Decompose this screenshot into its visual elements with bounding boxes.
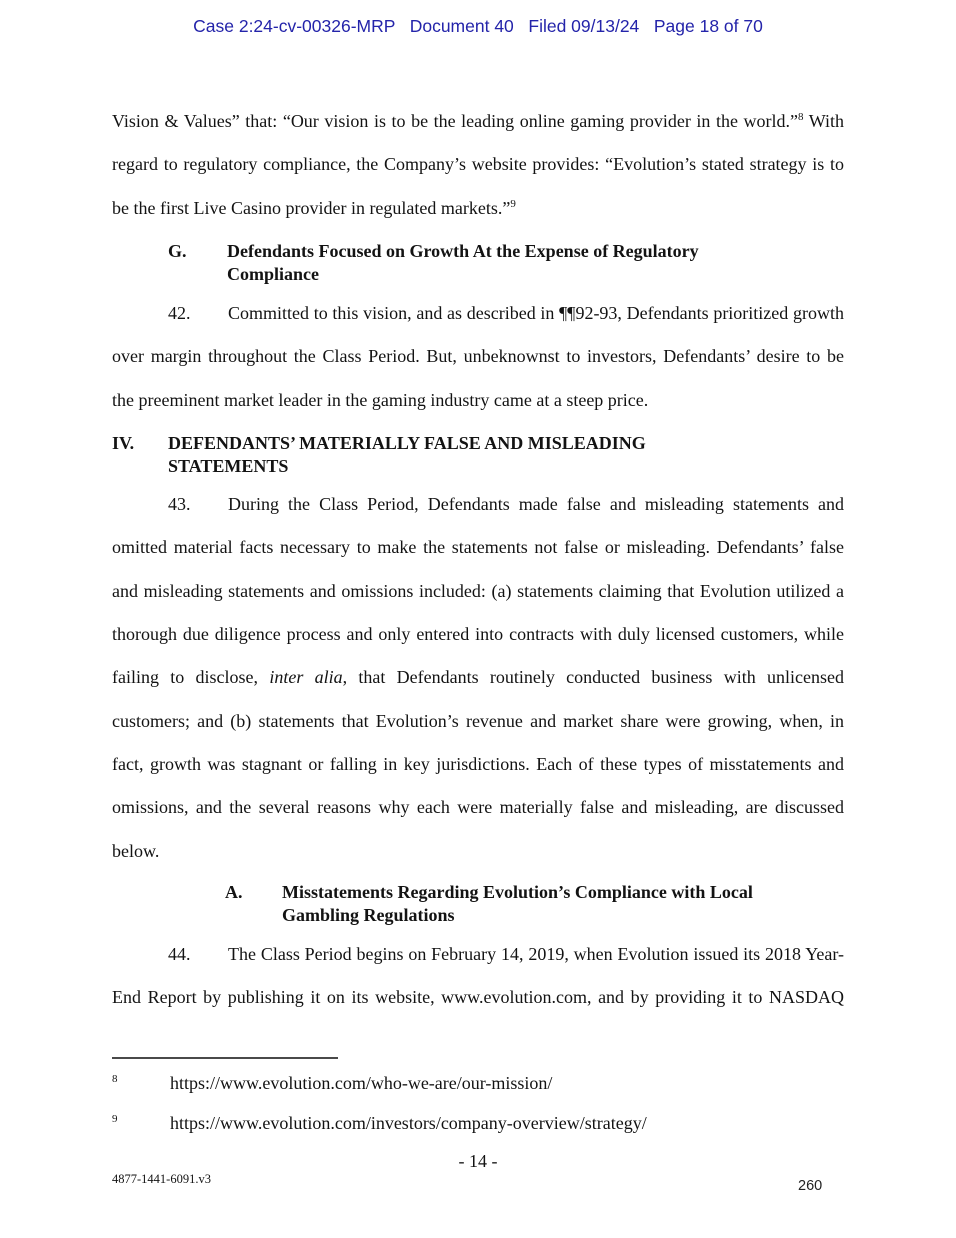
text-segment: End Report by publishing it on its website, www.evolution.com, and by providing it to NASDAQ: [112, 987, 844, 1008]
footnote-number-col: [112, 1111, 170, 1135]
heading-line: Gambling Regulations: [282, 904, 455, 925]
text-segment: Vision & Values” that: “Our vision is to be the leading online gaming provider in the world.”: [112, 111, 798, 131]
heading-number: IV.: [112, 433, 135, 453]
text-segment: fact, growth was stagnant or falling in key jurisdictions. Each of these types of misstatements and: [112, 753, 844, 774]
text-line: [112, 526, 844, 569]
footnote-9: [112, 1111, 844, 1135]
court-filing-header: Case 2:24-cv-00326-MRP Document 40 Filed 09/13/24 Page 18 of 70: [193, 16, 763, 36]
section-heading-a: [225, 881, 844, 926]
heading-text: [282, 881, 844, 926]
text-segment: below.: [112, 840, 160, 861]
text-line: [112, 335, 844, 378]
heading-line: Defendants Focused on Growth At the Expense of Regulatory: [227, 241, 699, 261]
body-paragraph-intro: [112, 100, 844, 230]
heading-line: DEFENDANTS’ MATERIALLY FALSE AND MISLEADING: [168, 433, 646, 453]
text-segment: With: [803, 111, 844, 131]
footnote-marker: 8: [797, 111, 804, 123]
text-line: [112, 700, 844, 743]
document-id-stamp: 4877-1441-6091.v3: [112, 1172, 211, 1186]
section-heading-iv: [112, 432, 844, 477]
text-segment: over margin throughout the Class Period. But, unbeknownst to investors, Defendants’ desire to be: [112, 346, 844, 367]
section-heading-g: [168, 240, 844, 285]
text-line: [112, 933, 844, 976]
footnote-marker: 9: [510, 197, 516, 210]
text-line: [112, 830, 844, 873]
paragraph-number: 42.: [168, 303, 191, 323]
text-line: [112, 570, 844, 613]
text-line: [112, 187, 844, 230]
heading-text: [227, 240, 844, 285]
text-line: [112, 786, 844, 829]
footnote-8: [112, 1071, 844, 1095]
text-line: [112, 976, 844, 1019]
heading-text: [168, 432, 844, 477]
text-segment: the preeminent market leader in the gaming industry came at a steep price.: [112, 389, 649, 410]
footnote-url: https://www.evolution.com/investors/company-overview/strategy/: [170, 1113, 647, 1133]
text-segment: regard to regulatory compliance, the Company’s website provides: “Evolution’s stated strategy is to: [112, 154, 844, 175]
heading-line: STATEMENTS: [168, 455, 289, 476]
text-line: [112, 379, 844, 422]
text-line: [112, 143, 844, 186]
footnote-separator: [112, 1057, 338, 1059]
text-segment: omitted material facts necessary to make the statements not false or misleading. Defendants’ false: [112, 537, 844, 558]
text-line: [112, 613, 844, 656]
heading-number: G.: [168, 241, 187, 261]
corner-page-stamp: 260: [798, 1178, 823, 1194]
text-segment: Committed to this vision, and as described in ¶¶92-93, Defendants prioritized growth: [228, 303, 844, 323]
body-paragraph-44: [112, 933, 844, 1020]
text-line: [112, 656, 844, 699]
text-line: [112, 743, 844, 786]
text-segment: , that Defendants routinely conducted business with unlicensed: [342, 667, 844, 688]
footnote-number-col: [112, 1071, 170, 1095]
heading-line: Misstatements Regarding Evolution’s Compliance with Local: [282, 882, 753, 902]
text-line: [112, 292, 844, 335]
text-segment: and misleading statements and omissions included: (a) statements claiming that Evolution utilized a: [112, 580, 844, 601]
paragraph-number: 44.: [168, 944, 191, 964]
footnote-url: https://www.evolution.com/who-we-are/our-mission/: [170, 1073, 553, 1093]
body-paragraph-42: [112, 292, 844, 422]
heading-number: A.: [225, 882, 243, 902]
text-segment: The Class Period begins on February 14, 2019, when Evolution issued its 2018 Year-: [228, 944, 844, 964]
body-paragraph-43: [112, 483, 844, 873]
heading-line: Compliance: [227, 263, 319, 284]
text-line: [112, 100, 844, 143]
italic-text: inter alia: [269, 667, 343, 688]
paragraph-number: 43.: [168, 494, 191, 514]
text-segment: be the first Live Casino provider in regulated markets.”: [112, 197, 511, 218]
text-segment: omissions, and the several reasons why each were materially false and misleading, are discussed: [112, 797, 844, 818]
text-segment: During the Class Period, Defendants made false and misleading statements and: [228, 494, 844, 514]
page-number: - 14 -: [458, 1151, 498, 1171]
footnote-number: 8: [112, 1073, 118, 1085]
text-segment: thorough due diligence process and only entered into contracts with duly licensed customers, while: [112, 623, 844, 644]
text-segment: failing to disclose,: [112, 667, 270, 688]
text-segment: customers; and (b) statements that Evolution’s revenue and market share were growing, when, in: [112, 710, 844, 731]
footnote-number: 9: [112, 1113, 118, 1125]
text-line: [112, 483, 844, 526]
